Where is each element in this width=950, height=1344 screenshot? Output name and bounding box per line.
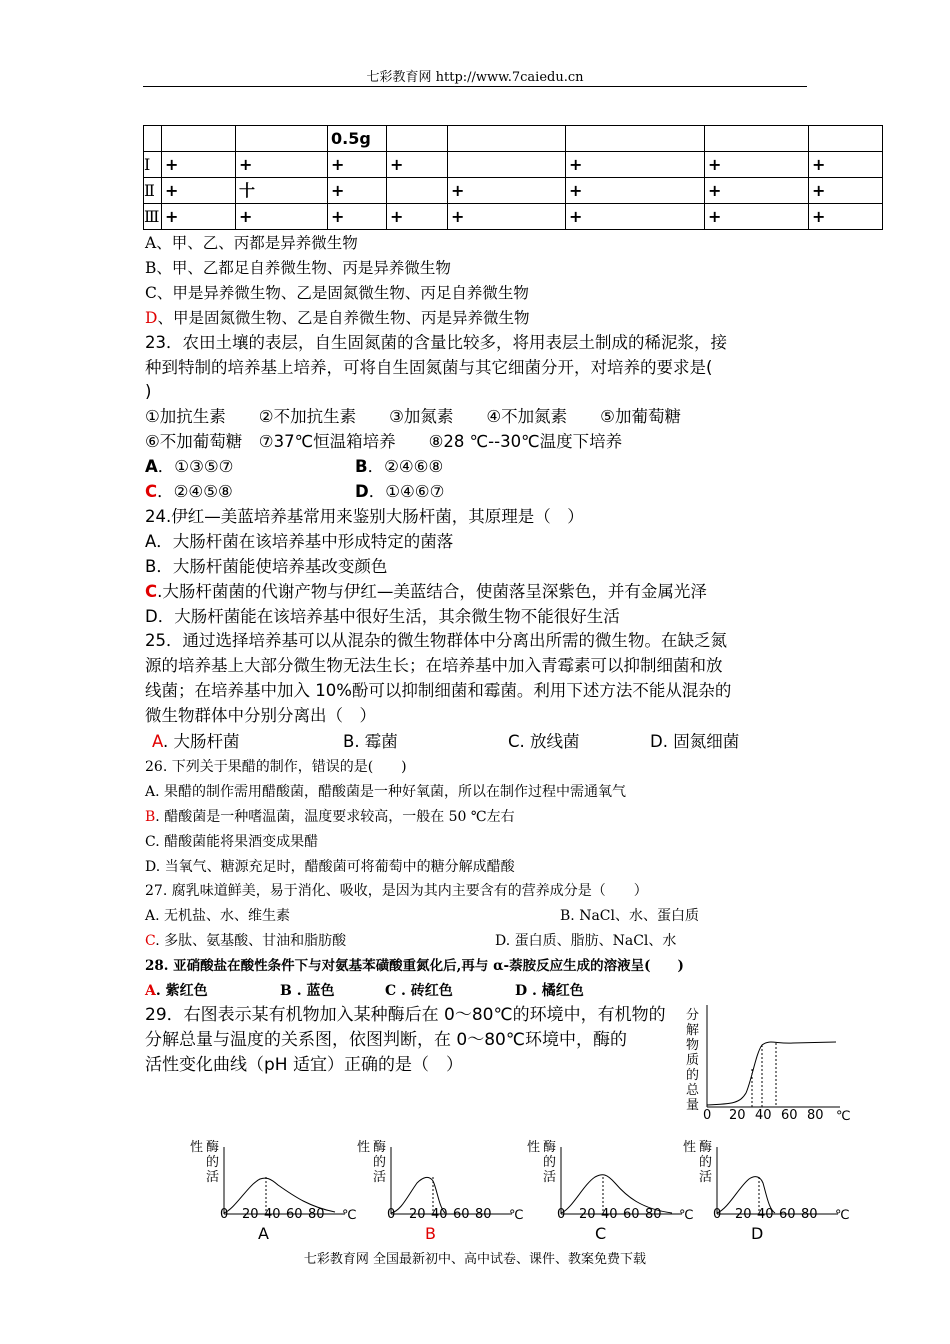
q25-stem-4: 微生物群体中分别分离出（ ） (145, 706, 376, 725)
q27-option-d: D. 蛋白质、脂肪、NaCl、水 (495, 933, 677, 949)
ylabel-char: 性 (357, 1140, 371, 1155)
activity-graph-c (527, 1127, 697, 1242)
tick-label: 40 (601, 1207, 618, 1222)
main-ylabel-char: 解 (686, 1023, 700, 1038)
table-cell: + (705, 204, 809, 230)
table-row (144, 204, 883, 230)
unit-label: ℃ (835, 1208, 850, 1223)
table-cell: + (236, 204, 328, 230)
ylabel-char: 性 (190, 1140, 204, 1155)
q25-stem-3: 线菌；在培养基中加入 10%酚可以抑制细菌和霉菌。利用下述方法不能从混杂的 (145, 681, 732, 700)
q28-option-a: A. 紫红色 (145, 983, 208, 999)
table-row (144, 178, 883, 204)
q23-option-a: A．①③⑤⑦ (145, 457, 234, 476)
page-header: 七彩教育网 http://www.7caiedu.cn (366, 70, 584, 85)
tick-label: 40 (264, 1207, 281, 1222)
graph-letter: D (751, 1224, 764, 1243)
table-cell: + (705, 178, 809, 204)
main-tick-label: 0 (703, 1108, 712, 1123)
q25-option-c: C. 放线菌 (508, 732, 580, 751)
q25-option-d: D. 固氮细菌 (650, 732, 740, 751)
table-cell: + (387, 204, 448, 230)
ylabel-char: 活 (206, 1170, 220, 1185)
activity-graph-b (357, 1127, 527, 1242)
main-unit: ℃ (836, 1109, 851, 1124)
ylabel-char: 酶 (373, 1140, 387, 1155)
table-cell: + (566, 204, 705, 230)
ylabel-char: 活 (373, 1170, 387, 1185)
q29-stem-1: 29．右图表示某有机物加入某种酶后在 0～80℃的环境中，有机物的 (145, 1005, 666, 1025)
table-cell: + (162, 178, 236, 204)
q23-option-b: B．②④⑥⑧ (355, 457, 444, 476)
q27-stem: 27. 腐乳味道鲜美，易于消化、吸收，是因为其内主要含有的营养成分是（ ） (145, 883, 648, 899)
table-cell: + (448, 204, 566, 230)
page-footer: 七彩教育网 全国最新初中、高中试卷、课件、教案免费下载 (303, 1252, 647, 1267)
unit-label: ℃ (679, 1208, 694, 1223)
ylabel-char: 活 (699, 1170, 713, 1185)
activity-graph-d (683, 1127, 853, 1242)
q29-stem-2: 分解总量与温度的关系图，依图判断，在 0～80℃环境中，酶的 (145, 1030, 627, 1050)
q24-stem: 24.伊红—美蓝培养基常用来鉴别大肠杆菌，其原理是（ ） (145, 507, 584, 526)
q26-option-c: C. 醋酸菌能将果酒变成果醋 (145, 834, 319, 850)
table-cell: + (809, 152, 883, 178)
q23-stem-3: ) (145, 382, 152, 401)
main-ylabel-char: 量 (686, 1098, 700, 1113)
table-cell: + (162, 152, 236, 178)
table-cell: + (809, 178, 883, 204)
q25-option-b: B. 霉菌 (343, 732, 398, 751)
main-ylabel-char: 的 (686, 1068, 700, 1083)
table-row (144, 126, 883, 152)
q27-option-b: B. NaCl、水、蛋白质 (560, 908, 699, 924)
table-row (144, 152, 883, 178)
ylabel-char: 酶 (543, 1140, 557, 1155)
table-cell (705, 126, 809, 152)
main-tick-label: 20 (729, 1108, 746, 1123)
tick-label: 60 (286, 1207, 303, 1222)
main-tick-label: 40 (755, 1108, 772, 1123)
main-ylabel-char: 分 (686, 1008, 700, 1023)
header-rule (143, 86, 807, 87)
row-header-cell: Ⅲ (144, 204, 162, 230)
q22-option-a: A、甲、乙、丙都是异养微生物 (145, 234, 358, 252)
table-cell: + (809, 204, 883, 230)
table-cell (448, 152, 566, 178)
tick-label: 0 (713, 1207, 722, 1222)
q24-option-d: D．大肠杆菌能在该培养基中很好生活，其余微生物不能很好生活 (145, 607, 620, 626)
q22-option-c: C、甲是异养微生物、乙是固氮微生物、丙足自养微生物 (145, 284, 529, 302)
graph-letter: A (258, 1224, 269, 1243)
q26-stem: 26. 下列关于果醋的制作，错误的是( ) (145, 759, 407, 775)
unit-label: ℃ (342, 1208, 357, 1223)
q23-items-1: ①加抗生素 ②不加抗生素 ③加氮素 ④不加氮素 ⑤加葡萄糖 (145, 407, 681, 426)
q23-items-2: ⑥不加葡萄糖 ⑦37℃恒温箱培养 ⑧28 ℃--30℃温度下培养 (145, 432, 623, 451)
table-cell: + (328, 178, 387, 204)
q28-option-c: C . 砖红色 (385, 983, 453, 999)
activity-graph-a (190, 1127, 360, 1242)
tick-label: 20 (242, 1207, 259, 1222)
row-header-cell: Ⅱ (144, 178, 162, 204)
main-ylabel-char: 质 (686, 1053, 700, 1068)
main-ylabel-char: 总 (686, 1083, 700, 1098)
table-cell (162, 126, 236, 152)
ylabel-char: 的 (699, 1155, 713, 1170)
q27-option-a: A. 无机盐、水、维生素 (145, 908, 291, 924)
tick-label: 80 (801, 1207, 818, 1222)
table-cell: + (448, 178, 566, 204)
ylabel-char: 的 (206, 1155, 220, 1170)
table-cell: + (236, 152, 328, 178)
q23-option-d: D．①④⑥⑦ (355, 482, 445, 501)
tick-label: 0 (387, 1207, 396, 1222)
main-ylabel (686, 1008, 700, 1113)
table-cell (448, 126, 566, 152)
q27-option-c: C. 多肽、氨基酸、甘油和脂肪酸 (145, 933, 347, 949)
q24-option-c: C.大肠杆菌菌的代谢产物与伊红—美蓝结合，使菌落呈深紫色，并有金属光泽 (145, 582, 707, 601)
q22-option-b: B、甲、乙都足自养微生物、丙是异养微生物 (145, 259, 451, 277)
tick-label: 20 (579, 1207, 596, 1222)
row-header-cell: Ⅰ (144, 152, 162, 178)
q22-option-d: D、甲是固氮微生物、乙是自养微生物、丙是异养微生物 (145, 309, 530, 327)
q23-stem-2: 种到特制的培养基上培养，可将自生固氮菌与其它细菌分开，对培养的要求是( (145, 358, 713, 377)
q28-option-b: B . 蓝色 (280, 983, 335, 999)
table-cell: + (705, 152, 809, 178)
main-tick-label: 80 (807, 1108, 824, 1123)
graph-letter: B (425, 1224, 436, 1243)
ylabel-char: 性 (683, 1140, 697, 1155)
ylabel-char: 酶 (699, 1140, 713, 1155)
ylabel-char: 酶 (206, 1140, 220, 1155)
main-ticks (703, 1108, 824, 1123)
table-cell: + (328, 152, 387, 178)
q23-option-c: C．②④⑤⑧ (145, 482, 233, 501)
tick-label: 20 (409, 1207, 426, 1222)
table-cell: + (162, 204, 236, 230)
decomposition-graph (678, 1003, 851, 1124)
table-cell: + (328, 204, 387, 230)
table-cell: + (566, 178, 705, 204)
tick-label: 0 (557, 1207, 566, 1222)
table-cell: 0.5g (328, 126, 387, 152)
tick-label: 80 (645, 1207, 662, 1222)
q25-stem-1: 25．通过选择培养基可以从混杂的微生物群体中分离出所需的微生物。在缺乏氮 (145, 631, 727, 650)
tick-label: 20 (735, 1207, 752, 1222)
unit-label: ℃ (509, 1208, 524, 1223)
table-cell: + (387, 152, 448, 178)
q24-option-a: A．大肠杆菌在该培养基中形成特定的菌落 (145, 532, 454, 551)
tick-label: 60 (453, 1207, 470, 1222)
q26-option-b: B. 醋酸菌是一种嗜温菌，温度要求较高，一般在 50 ℃左右 (145, 809, 515, 825)
table-cell (387, 178, 448, 204)
q26-option-a: A. 果醋的制作需用醋酸菌，醋酸菌是一种好氧菌，所以在制作过程中需通氧气 (145, 784, 627, 800)
ylabel-char: 活 (543, 1170, 557, 1185)
table-cell: + (566, 152, 705, 178)
tick-label: 80 (475, 1207, 492, 1222)
tick-label: 40 (757, 1207, 774, 1222)
ylabel-char: 的 (373, 1155, 387, 1170)
table-cell (809, 126, 883, 152)
q24-option-b: B．大肠杆菌能使培养基改变颜色 (145, 557, 388, 576)
q28-stem: 28. 亚硝酸盐在酸性条件下与对氨基苯磺酸重氮化后,再与 α-萘胺反应生成的溶液呈( ) (145, 958, 684, 974)
q23-stem-1: 23．农田土壤的表层，自生固氮菌的含量比较多，将用表层土制成的稀泥浆，接 (145, 333, 727, 352)
main-curve (707, 1042, 836, 1105)
tick-label: 0 (220, 1207, 229, 1222)
tick-label: 60 (623, 1207, 640, 1222)
tick-label: 40 (431, 1207, 448, 1222)
row-header-cell (144, 126, 162, 152)
main-tick-label: 60 (781, 1108, 798, 1123)
ylabel-char: 性 (527, 1140, 541, 1155)
q29-stem-3: 活性变化曲线（pH 适宜）正确的是（ ） (145, 1055, 463, 1075)
q25-option-a: A. 大肠杆菌 (152, 732, 240, 751)
tick-label: 60 (779, 1207, 796, 1222)
q26-option-d: D. 当氧气、糖源充足时，醋酸菌可将葡萄中的糖分解成醋酸 (145, 859, 515, 875)
graph-letter: C (595, 1224, 607, 1243)
q25-stem-2: 源的培养基上大部分微生物无法生长；在培养基中加入青霉素可以抑制细菌和放 (145, 656, 723, 675)
table-cell: 十 (236, 178, 328, 204)
ylabel-char: 的 (543, 1155, 557, 1170)
tick-label: 80 (308, 1207, 325, 1222)
table-cell (236, 126, 328, 152)
experiment-table (143, 125, 883, 230)
table-cell (387, 126, 448, 152)
table-cell (566, 126, 705, 152)
q28-option-d: D . 橘红色 (515, 983, 584, 999)
main-ylabel-char: 物 (686, 1038, 700, 1053)
